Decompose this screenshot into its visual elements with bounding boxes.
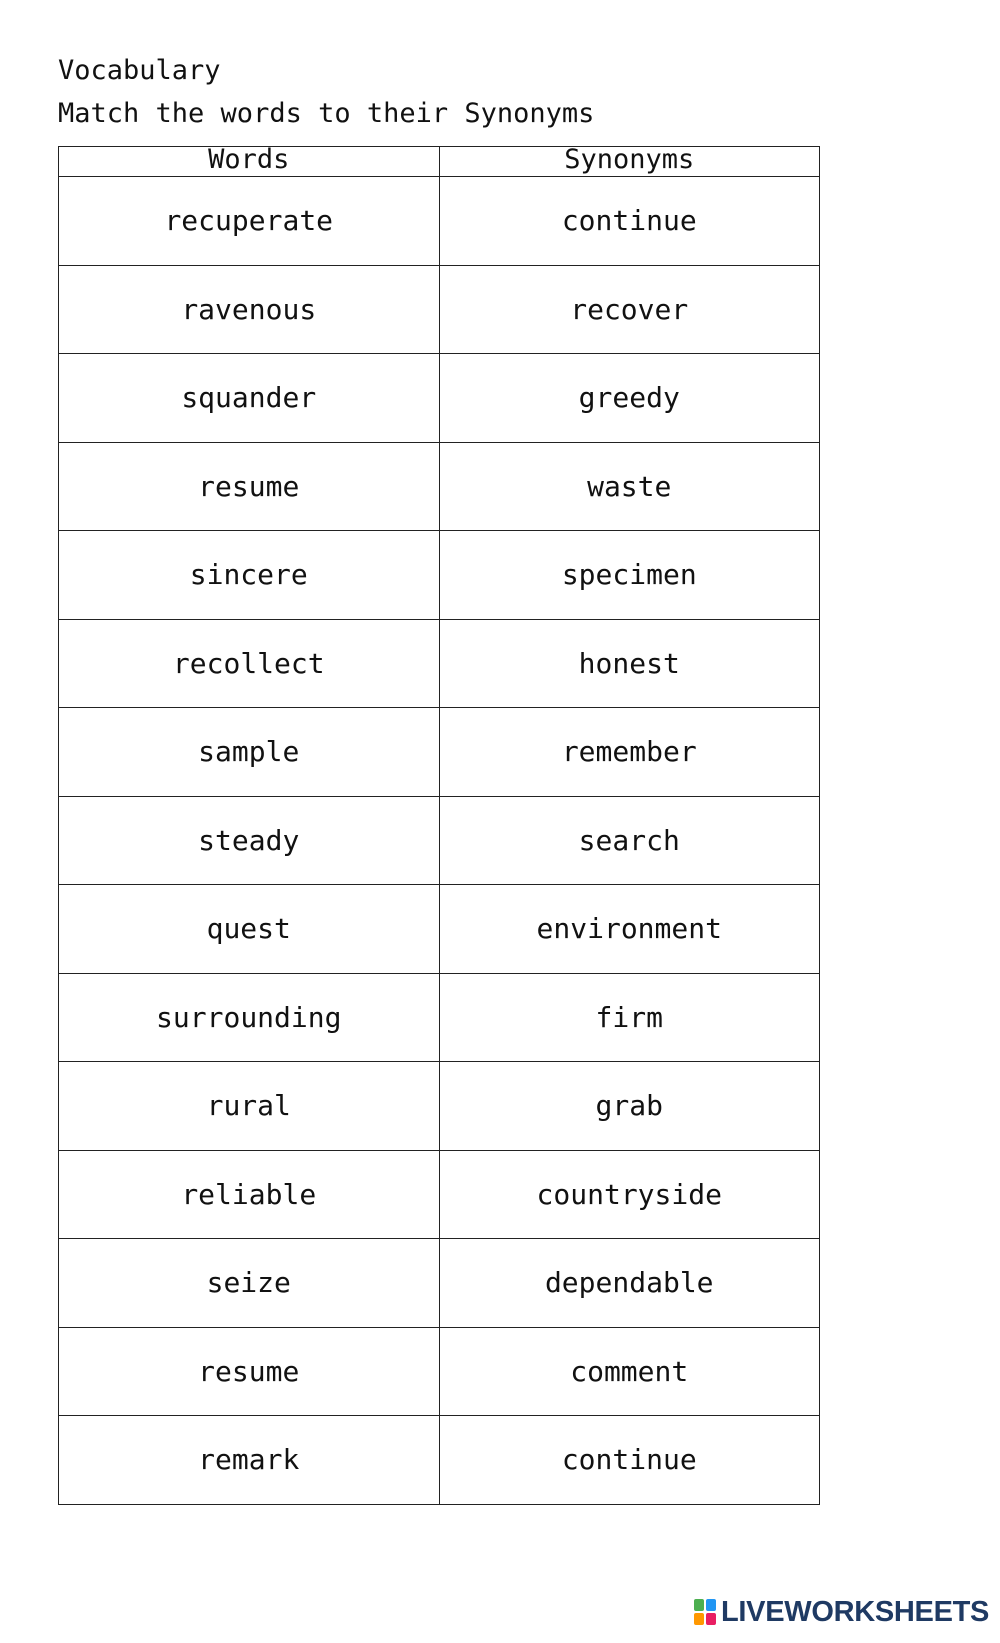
table-row xyxy=(59,177,820,266)
word-cell: rural xyxy=(59,1062,440,1151)
table-row xyxy=(59,265,820,354)
column-header-synonyms: Synonyms xyxy=(439,147,820,177)
table-body xyxy=(59,177,820,1505)
word-cell: ravenous xyxy=(59,265,440,354)
word-cell: reliable xyxy=(59,1150,440,1239)
word-cell: surrounding xyxy=(59,973,440,1062)
table-row xyxy=(59,973,820,1062)
table-header-row xyxy=(59,147,820,177)
page-title: Vocabulary xyxy=(58,55,221,86)
synonym-table xyxy=(58,146,820,1505)
synonym-cell: firm xyxy=(439,973,820,1062)
word-cell: steady xyxy=(59,796,440,885)
logo-icon xyxy=(694,1598,718,1626)
table-row xyxy=(59,1062,820,1151)
table-row xyxy=(59,619,820,708)
synonym-cell: continue xyxy=(439,1416,820,1505)
table-row xyxy=(59,885,820,974)
synonym-cell: specimen xyxy=(439,531,820,620)
table-row xyxy=(59,796,820,885)
word-cell: resume xyxy=(59,1327,440,1416)
word-cell: resume xyxy=(59,442,440,531)
synonym-cell: comment xyxy=(439,1327,820,1416)
table-row xyxy=(59,708,820,797)
liveworksheets-logo xyxy=(694,1597,989,1627)
synonym-cell: environment xyxy=(439,885,820,974)
synonym-cell: continue xyxy=(439,177,820,266)
synonym-cell: dependable xyxy=(439,1239,820,1328)
word-cell: squander xyxy=(59,354,440,443)
word-cell: sincere xyxy=(59,531,440,620)
table-row xyxy=(59,442,820,531)
synonym-cell: greedy xyxy=(439,354,820,443)
synonym-cell: search xyxy=(439,796,820,885)
word-cell: sample xyxy=(59,708,440,797)
table-row xyxy=(59,354,820,443)
synonym-cell: countryside xyxy=(439,1150,820,1239)
synonym-cell: grab xyxy=(439,1062,820,1151)
synonym-cell: recover xyxy=(439,265,820,354)
table-row xyxy=(59,1150,820,1239)
synonym-cell: remember xyxy=(439,708,820,797)
brand-name: LIVEWORKSHEETS xyxy=(721,1595,990,1628)
table-row xyxy=(59,1327,820,1416)
table-row xyxy=(59,1239,820,1328)
synonym-cell: waste xyxy=(439,442,820,531)
table-row xyxy=(59,1416,820,1505)
table-row xyxy=(59,531,820,620)
word-cell: remark xyxy=(59,1416,440,1505)
instruction-text: Match the words to their Synonyms xyxy=(58,98,595,129)
synonym-cell: honest xyxy=(439,619,820,708)
column-header-words: Words xyxy=(59,147,440,177)
word-cell: recollect xyxy=(59,619,440,708)
word-cell: quest xyxy=(59,885,440,974)
word-cell: seize xyxy=(59,1239,440,1328)
word-cell: recuperate xyxy=(59,177,440,266)
